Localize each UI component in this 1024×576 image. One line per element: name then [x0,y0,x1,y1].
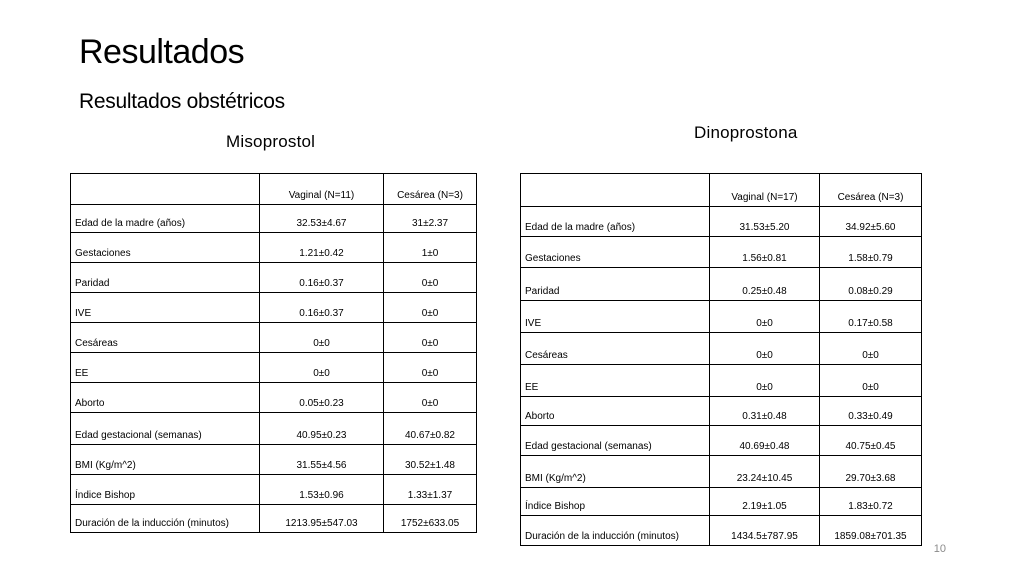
value-cell: 1.21±0.42 [260,233,384,263]
table-row [71,475,477,505]
table-row [521,207,922,237]
column-header: Vaginal (N=17) [710,174,820,207]
value-cell: 29.70±3.68 [820,456,922,488]
value-cell: 1.33±1.37 [384,475,477,505]
slide-subtitle: Resultados obstétricos [79,90,285,113]
row-label: EE [71,353,260,383]
row-label: Duración de la inducción (minutos) [521,516,710,546]
value-cell: 0±0 [820,333,922,365]
header-corner-cell [521,174,710,207]
table-row [71,293,477,323]
table-row [71,323,477,353]
table-row [521,268,922,301]
table-row [521,301,922,333]
page-number: 10 [933,543,946,555]
row-label: Edad gestacional (semanas) [521,426,710,456]
value-cell: 0±0 [710,301,820,333]
table-row [71,205,477,233]
row-label: BMI (Kg/m^2) [521,456,710,488]
row-label: Edad gestacional (semanas) [71,413,260,445]
value-cell: 0±0 [820,365,922,397]
value-cell: 1213.95±547.03 [260,505,384,533]
value-cell: 40.69±0.48 [710,426,820,456]
value-cell: 0.05±0.23 [260,383,384,413]
value-cell: 1752±633.05 [384,505,477,533]
value-cell: 0±0 [260,353,384,383]
table-row [71,233,477,263]
value-cell: 32.53±4.67 [260,205,384,233]
table-header-row [521,174,922,207]
value-cell: 23.24±10.45 [710,456,820,488]
value-cell: 1.56±0.81 [710,237,820,268]
slide-title: Resultados [79,33,245,71]
table-row [71,505,477,533]
value-cell: 40.95±0.23 [260,413,384,445]
value-cell: 40.67±0.82 [384,413,477,445]
table-row [521,456,922,488]
column-header: Cesárea (N=3) [384,174,477,205]
row-label: Gestaciones [71,233,260,263]
value-cell: 0±0 [710,365,820,397]
table-header-row [71,174,477,205]
table-row [521,333,922,365]
value-cell: 0.31±0.48 [710,397,820,426]
value-cell: 2.19±1.05 [710,488,820,516]
row-label: Edad de la madre (años) [521,207,710,237]
value-cell: 0.17±0.58 [820,301,922,333]
value-cell: 31±2.37 [384,205,477,233]
value-cell: 1.83±0.72 [820,488,922,516]
table-row [521,365,922,397]
dinoprostona-table [520,173,922,546]
misoprostol-caption: Misoprostol [226,132,316,151]
value-cell: 0.25±0.48 [710,268,820,301]
table-row [521,516,922,546]
table-row [521,237,922,268]
value-cell: 1.53±0.96 [260,475,384,505]
value-cell: 1.58±0.79 [820,237,922,268]
row-label: BMI (Kg/m^2) [71,445,260,475]
value-cell: 0±0 [384,323,477,353]
table-row [71,353,477,383]
value-cell: 40.75±0.45 [820,426,922,456]
value-cell: 0±0 [710,333,820,365]
value-cell: 0.16±0.37 [260,293,384,323]
table-row [71,413,477,445]
row-label: Paridad [521,268,710,301]
row-label: Paridad [71,263,260,293]
value-cell: 0±0 [384,353,477,383]
table-row [521,426,922,456]
row-label: Aborto [71,383,260,413]
row-label: IVE [521,301,710,333]
value-cell: 1434.5±787.95 [710,516,820,546]
value-cell: 30.52±1.48 [384,445,477,475]
row-label: IVE [71,293,260,323]
row-label: Edad de la madre (años) [71,205,260,233]
table-row [71,445,477,475]
column-header: Vaginal (N=11) [260,174,384,205]
row-label: Gestaciones [521,237,710,268]
row-label: Índice Bishop [71,475,260,505]
value-cell: 31.55±4.56 [260,445,384,475]
column-header: Cesárea (N=3) [820,174,922,207]
row-label: Cesáreas [71,323,260,353]
value-cell: 34.92±5.60 [820,207,922,237]
value-cell: 0±0 [260,323,384,353]
value-cell: 1±0 [384,233,477,263]
value-cell: 0.08±0.29 [820,268,922,301]
table-row [71,263,477,293]
row-label: Índice Bishop [521,488,710,516]
row-label: Duración de la inducción (minutos) [71,505,260,533]
table-row [521,397,922,426]
header-corner-cell [71,174,260,205]
value-cell: 31.53±5.20 [710,207,820,237]
value-cell: 0±0 [384,293,477,323]
table-row [521,488,922,516]
value-cell: 0.33±0.49 [820,397,922,426]
row-label: EE [521,365,710,397]
table-row [71,383,477,413]
dinoprostona-caption: Dinoprostona [694,123,798,142]
row-label: Aborto [521,397,710,426]
value-cell: 1859.08±701.35 [820,516,922,546]
misoprostol-table [70,173,477,533]
value-cell: 0.16±0.37 [260,263,384,293]
value-cell: 0±0 [384,383,477,413]
value-cell: 0±0 [384,263,477,293]
row-label: Cesáreas [521,333,710,365]
